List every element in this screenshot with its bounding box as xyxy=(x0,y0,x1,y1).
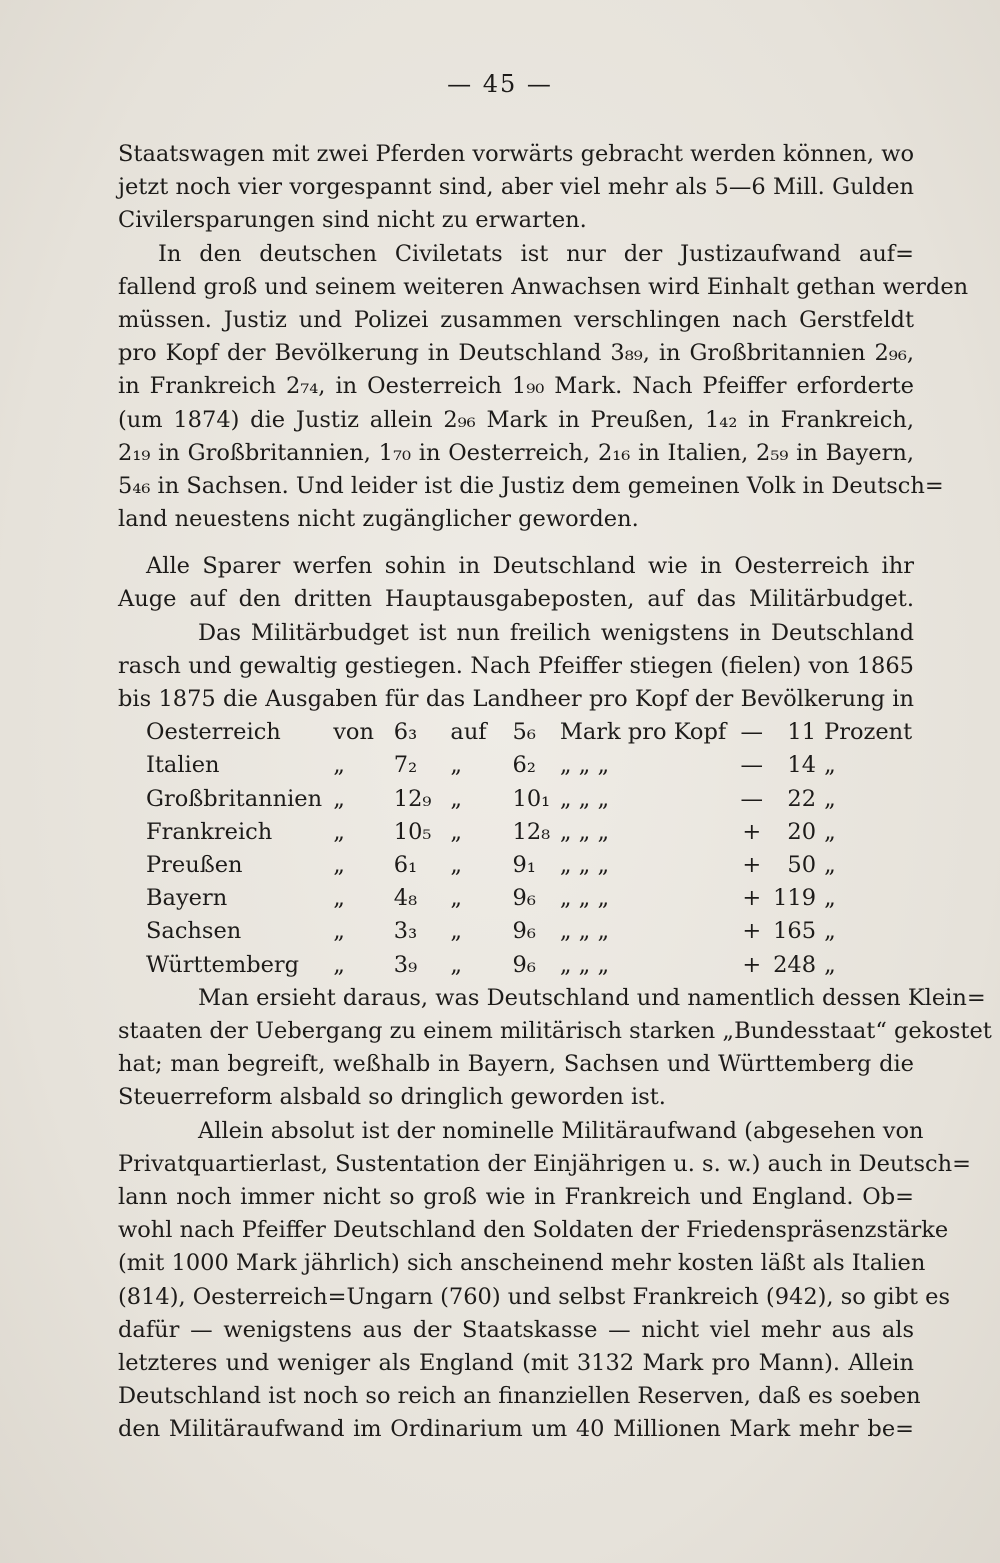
text-line: (mit 1000 Mark jährlich) sich anscheinend mehr kosten läßt als Italien xyxy=(118,1250,926,1277)
table-cell-suffix: Prozent xyxy=(824,719,913,746)
text-line: rasch und gewaltig gestiegen. Nach Pfeiffer stiegen (fielen) von 1865 xyxy=(118,652,914,679)
table-cell-suffix: „ xyxy=(824,951,836,978)
table-cell-value-1875: 6₂ xyxy=(512,752,536,779)
table-cell-value-1865: 10₅ xyxy=(393,818,432,845)
table-cell-direction: — xyxy=(740,719,764,746)
table-cell-ditto: „ xyxy=(333,918,345,945)
table-cell-percent: 14 xyxy=(787,752,817,779)
table-cell-direction: — xyxy=(740,785,764,812)
paragraph-gap xyxy=(118,536,914,550)
table-row xyxy=(146,749,914,782)
table-cell-direction: + xyxy=(742,951,762,978)
table-cell-percent: 22 xyxy=(787,785,817,812)
text-line: Allein absolut ist der nominelle Militäraufwand (abgesehen von xyxy=(198,1117,924,1144)
table-cell-percent: 165 xyxy=(773,918,817,945)
table-cell-suffix: „ xyxy=(824,785,836,812)
table-cell-country: Sachsen xyxy=(146,918,242,945)
text-line: Alle Sparer werfen sohin in Deutschland wie in Oesterreich ihr xyxy=(146,553,914,580)
text-line: letzteres und weniger als England (mit 3132 Mark pro Mann). Allein xyxy=(118,1349,914,1376)
text-line: In den deutschen Civiletats ist nur der Justizaufwand auf= xyxy=(158,240,914,267)
table-cell-suffix: „ xyxy=(824,852,836,878)
table-cell-ditto: „ xyxy=(450,785,463,812)
text-line: Das Militärbudget ist nun freilich wenigstens in Deutschland xyxy=(198,619,914,646)
table-cell-ditto: „ xyxy=(333,951,345,978)
text-line: dafür — wenigstens aus der Staatskasse — nicht viel mehr aus als xyxy=(118,1316,914,1343)
table-row xyxy=(146,915,914,948)
table-cell-country: Oesterreich xyxy=(146,719,281,746)
text-line: bis 1875 die Ausgaben für das Landheer pro Kopf der Bevölkerung in xyxy=(118,686,914,712)
table-cell-country: Frankreich xyxy=(146,818,273,845)
table-cell-unit: „ „ „ xyxy=(559,951,610,978)
table-cell-direction: + xyxy=(742,852,762,878)
table-row xyxy=(146,949,914,982)
table-cell-ditto: „ xyxy=(450,818,463,845)
text-line: Steuerreform alsbald so dringlich geworden ist. xyxy=(118,1084,666,1111)
table-row xyxy=(146,816,914,849)
table-cell-percent: 248 xyxy=(773,951,817,978)
table-cell-percent: 119 xyxy=(773,885,817,912)
table-cell-value-1875: 9₁ xyxy=(512,852,536,878)
table-cell-ditto: „ xyxy=(333,818,345,845)
table-cell-country: Großbritannien xyxy=(146,785,323,812)
text-line: den Militäraufwand im Ordinarium um 40 Millionen Mark mehr be= xyxy=(118,1416,914,1443)
table-cell-suffix: „ xyxy=(824,752,836,779)
table-cell-suffix: „ xyxy=(824,818,836,845)
page-number: — 45 — xyxy=(447,70,553,98)
text-line: land neuestens nicht zugänglicher geworden. xyxy=(118,506,639,533)
table-cell-ditto: „ xyxy=(450,885,463,912)
table-cell-value-1875: 10₁ xyxy=(512,785,551,812)
table-cell-value-1875: 9₆ xyxy=(512,918,536,945)
text-line: Privatquartierlast, Sustentation der Einjährigen u. s. w.) auch in Deutsch= xyxy=(118,1150,971,1177)
text-line: (um 1874) die Justiz allein 2₉₆ Mark in Preußen, 1₄₂ in Frankreich, xyxy=(118,406,914,433)
table-cell-ditto: von xyxy=(333,719,374,746)
table-cell-unit: Mark pro Kopf xyxy=(559,719,727,746)
text-line: Deutschland ist noch so reich an finanziellen Reserven, daß es soeben xyxy=(118,1383,921,1410)
table-row xyxy=(146,716,914,749)
table-cell-unit: „ „ „ xyxy=(559,785,610,812)
table-cell-value-1865: 3₃ xyxy=(393,918,418,945)
text-line: (814), Oesterreich=Ungarn (760) und selbst Frankreich (942), so gibt es xyxy=(118,1283,951,1310)
table-cell-value-1875: 12₈ xyxy=(512,818,551,845)
table-cell-value-1875: 9₆ xyxy=(512,951,536,978)
text-line: Civilersparungen sind nicht zu erwarten. xyxy=(118,207,587,234)
table-cell-ditto: „ xyxy=(333,852,345,878)
table-row xyxy=(146,882,914,915)
text-line: jetzt noch vier vorgespannt sind, aber viel mehr als 5—6 Mill. Gulden xyxy=(118,174,914,201)
table-cell-value-1865: 7₂ xyxy=(393,752,418,779)
text-line: Staatswagen mit zwei Pferden vorwärts gebracht werden können, wo xyxy=(118,141,914,167)
table-cell-value-1875: 9₆ xyxy=(512,885,536,912)
table-cell-direction: + xyxy=(742,918,762,945)
table-cell-unit: „ „ „ xyxy=(559,752,610,779)
table-cell-ditto: auf xyxy=(450,719,487,746)
table-cell-country: Preußen xyxy=(146,852,243,878)
military-budget-table xyxy=(146,716,914,982)
table-cell-value-1865: 6₁ xyxy=(393,852,418,878)
text-line: Auge auf den dritten Hauptausgabeposten, auf das Militärbudget. xyxy=(118,586,914,613)
text-line: müssen. Justiz und Polizei zusammen verschlingen nach Gerstfeldt xyxy=(118,306,914,333)
table-cell-value-1865: 3₉ xyxy=(393,951,418,978)
table-cell-direction: — xyxy=(740,752,764,779)
table-cell-ditto: „ xyxy=(450,918,463,945)
page-body xyxy=(118,138,992,1446)
table-cell-ditto: „ xyxy=(450,852,463,878)
table-cell-ditto: „ xyxy=(333,752,345,779)
table-cell-direction: + xyxy=(742,885,762,912)
table-cell-country: Italien xyxy=(146,752,220,779)
table-cell-ditto: „ xyxy=(450,951,463,978)
text-line: Man ersieht daraus, was Deutschland und namentlich dessen Klein= xyxy=(198,984,986,1011)
text-line: pro Kopf der Bevölkerung in Deutschland 3₈₉, in Großbritannien 2₉₆, xyxy=(118,340,914,367)
table-cell-country: Bayern xyxy=(146,885,228,912)
table-row xyxy=(146,783,914,816)
table-cell-unit: „ „ „ xyxy=(559,852,610,878)
table-cell-percent: 11 xyxy=(787,719,817,746)
text-line: fallend groß und seinem weiteren Anwachsen wird Einhalt gethan werden xyxy=(118,273,969,300)
table-cell-percent: 20 xyxy=(787,818,817,845)
table-cell-value-1865: 4₈ xyxy=(393,885,418,912)
text-line: 2₁₉ in Großbritannien, 1₇₀ in Oesterreich, 2₁₆ in Italien, 2₅₉ in Bayern, xyxy=(118,439,914,466)
table-cell-value-1865: 12₉ xyxy=(393,785,432,812)
table-cell-unit: „ „ „ xyxy=(559,885,610,912)
table-cell-direction: + xyxy=(742,818,762,845)
text-line: 5₄₆ in Sachsen. Und leider ist die Justiz dem gemeinen Volk in Deutsch= xyxy=(118,472,944,499)
table-cell-value-1865: 6₃ xyxy=(393,719,418,746)
table-cell-ditto: „ xyxy=(333,785,345,812)
table-cell-country: Württemberg xyxy=(146,951,300,978)
text-line: staaten der Uebergang zu einem militärisch starken „Bundesstaat“ gekostet xyxy=(118,1018,992,1044)
text-line: wohl nach Pfeiffer Deutschland den Soldaten der Friedenspräsenzstärke xyxy=(118,1217,949,1244)
table-cell-ditto: „ xyxy=(450,752,463,779)
table-cell-unit: „ „ „ xyxy=(559,918,610,945)
table-cell-unit: „ „ „ xyxy=(559,818,610,845)
table-cell-percent: 50 xyxy=(787,852,817,878)
table-cell-ditto: „ xyxy=(333,885,345,912)
text-line: hat; man begreift, weßhalb in Bayern, Sachsen und Württemberg die xyxy=(118,1051,914,1078)
table-cell-value-1875: 5₆ xyxy=(512,719,536,746)
text-line: in Frankreich 2₇₄, in Oesterreich 1₉₀ Mark. Nach Pfeiffer erforderte xyxy=(118,373,914,400)
table-cell-suffix: „ xyxy=(824,885,836,912)
text-line: lann noch immer nicht so groß wie in Frankreich und England. Ob= xyxy=(118,1183,914,1210)
table-row xyxy=(146,849,914,882)
table-cell-suffix: „ xyxy=(824,918,836,945)
